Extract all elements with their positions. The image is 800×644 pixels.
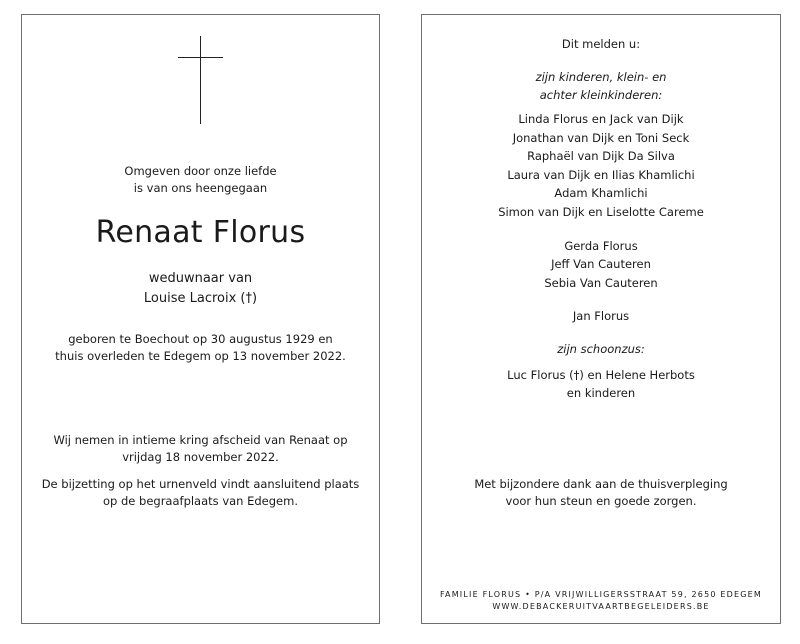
children-heading-line-1: zijn kinderen, klein- en xyxy=(535,70,667,84)
grandchild-line-6: Simon van Dijk en Liselotte Careme xyxy=(498,205,704,219)
grandchild-line-5: Adam Khamlichi xyxy=(554,186,648,200)
burial-line-1: De bijzetting op het urnenveld vindt aansluitend plaats xyxy=(41,477,360,491)
announce-line: Dit melden u: xyxy=(561,37,641,51)
right-card-page xyxy=(421,14,781,624)
farewell-line-1: Wij nemen in intieme kring afscheid van Renaat op xyxy=(53,433,348,447)
sister-in-law-line-1: Luc Florus (†) en Helene Herbots xyxy=(507,368,695,382)
grandchild-line-2: Jonathan van Dijk en Toni Seck xyxy=(512,131,690,145)
spouse-line-2: Louise Lacroix (†) xyxy=(143,291,258,306)
gerda-family-line-2: Jeff Van Cauteren xyxy=(551,257,651,271)
intro-line-1: Omgeven door onze liefde xyxy=(124,164,277,178)
sister-in-law-line-2: en kinderen xyxy=(566,386,636,400)
burial-line-2: op de begraafplaats van Edegem. xyxy=(103,494,298,508)
cross-icon xyxy=(178,36,223,124)
children-heading-line-2: achter kleinkinderen: xyxy=(539,88,663,102)
footer-address: FAMILIE FLORUS • P/A VRIJWILLIGERSSTRAAT 59, 2650 EDEGEM xyxy=(439,590,763,599)
deceased-name: Renaat Florus xyxy=(95,215,306,250)
thanks-line-1: Met bijzondere dank aan de thuisverpleging xyxy=(474,477,728,491)
farewell-line-2: vrijdag 18 november 2022. xyxy=(122,450,279,464)
gerda-family-line-3: Sebia Van Cauteren xyxy=(544,276,658,290)
gerda-family-line-1: Gerda Florus xyxy=(564,239,638,253)
intro-line-2: is van ons heengegaan xyxy=(133,181,268,195)
birth-death-line-2: thuis overleden te Edegem op 13 november 2022. xyxy=(55,349,346,363)
grandchild-line-1: Linda Florus en Jack van Dijk xyxy=(518,112,684,126)
sister-in-law-heading: zijn schoonzus: xyxy=(557,342,645,356)
jan-line: Jan Florus xyxy=(572,309,630,323)
grandchild-line-4: Laura van Dijk en Ilias Khamlichi xyxy=(507,168,695,182)
left-card-page xyxy=(21,14,380,624)
birth-death-line-1: geboren te Boechout op 30 augustus 1929 en xyxy=(68,332,333,346)
spouse-line-1: weduwnaar van xyxy=(148,271,253,286)
grandchild-line-3: Raphaël van Dijk Da Silva xyxy=(527,149,675,163)
footer-website: WWW.DEBACKERUITVAARTBEGELEIDERS.BE xyxy=(492,602,710,611)
thanks-line-2: voor hun steun en goede zorgen. xyxy=(505,494,697,508)
